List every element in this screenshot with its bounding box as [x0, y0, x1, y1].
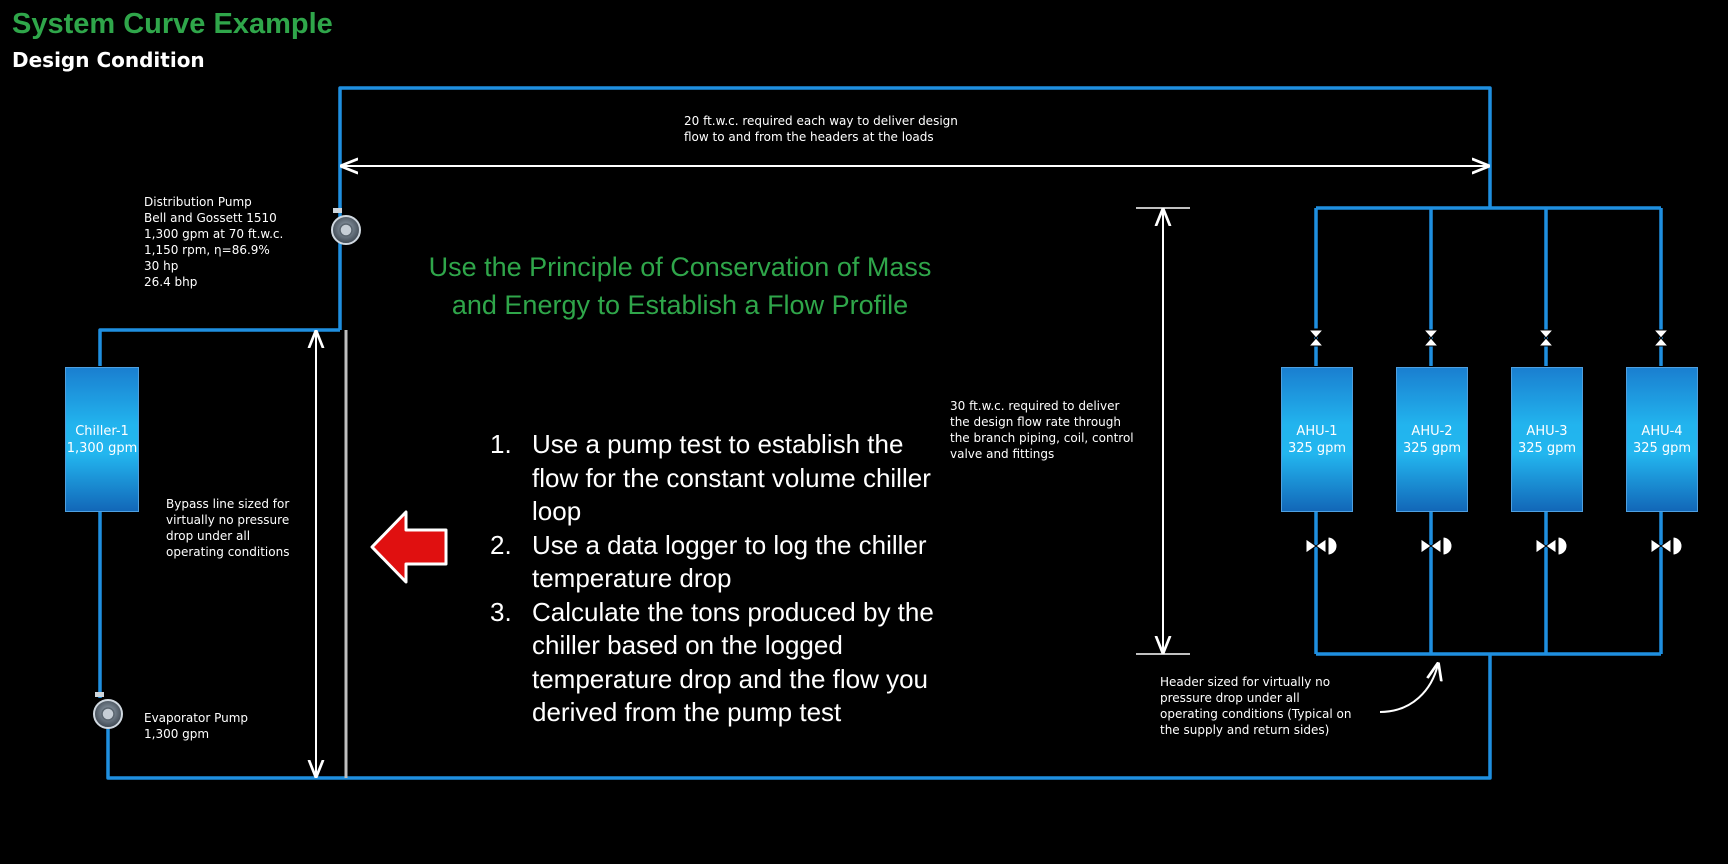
step-text: Calculate the tons produced by the chiller based on the logged temperature drop and the flow you derived from the pump test: [532, 596, 934, 727]
ahu-unit-1[interactable]: [1281, 367, 1353, 512]
list-item: [490, 596, 950, 730]
bypass-label: Bypass line sized for virtually no pressure drop under all operating conditions: [166, 497, 290, 559]
branch-dimension-label: 30 ft.w.c. required to deliver the design flow rate through the branch piping, coil, control valve and fittings: [950, 399, 1134, 461]
distribution-pump-label: Distribution Pump Bell and Gossett 1510 1,300 gpm at 70 ft.w.c. 1,150 rpm, η=86.9% 30 hp 26.4 bhp: [144, 195, 284, 289]
header-note-label: Header sized for virtually no pressure drop under all operating conditions (Typical on the supply and return sides): [1160, 675, 1352, 737]
balancing-valve-icon: [1424, 330, 1438, 346]
header-note-arrow: [1380, 664, 1438, 712]
chiller-supply-pipe: [100, 330, 340, 366]
chiller-unit[interactable]: [65, 367, 139, 512]
control-valve-icon: [1536, 537, 1567, 555]
step-text: Use a data logger to log the chiller temperature drop: [532, 529, 927, 593]
step-number: 2.: [490, 529, 512, 560]
headline-line-1: Use the Principle of Conservation of Mass: [428, 252, 932, 282]
pump-icon: [332, 208, 360, 244]
control-valve-icon: [1421, 537, 1452, 555]
balancing-valve-icon: [1654, 330, 1668, 346]
step-list: [490, 428, 950, 730]
evaporator-pump-label: Evaporator Pump 1,300 gpm: [144, 711, 249, 741]
step-number: 1.: [490, 429, 512, 459]
ahu-name: AHU-1: [1296, 423, 1338, 439]
ahu-name: AHU-3: [1526, 423, 1568, 439]
balancing-valve-icon: [1309, 329, 1323, 346]
chiller-flow: 1,300 gpm: [66, 440, 138, 456]
ahu-unit-2[interactable]: [1396, 367, 1468, 512]
ahu-unit-3[interactable]: [1511, 367, 1583, 512]
control-valve-icon: [1306, 537, 1337, 555]
ahu-name: AHU-2: [1411, 423, 1453, 439]
page-title: System Curve Example: [12, 8, 333, 40]
control-valve-icon: [1651, 537, 1682, 555]
ahu-unit-4[interactable]: [1626, 367, 1698, 512]
ahu-flow: 325 gpm: [1517, 440, 1577, 456]
step-text: Use a pump test to establish the flow for the constant volume chiller loop: [532, 429, 931, 526]
headline-line-2: and Energy to Establish a Flow Profile: [451, 290, 909, 320]
list-item: [490, 428, 950, 529]
ahu-flow: 325 gpm: [1287, 440, 1347, 456]
step-number: 3.: [490, 596, 512, 627]
top-dimension-label: 20 ft.w.c. required each way to deliver design flow to and from the headers at the loads: [684, 114, 958, 144]
chiller-name: Chiller-1: [75, 423, 129, 439]
headline: [380, 248, 980, 324]
page-subtitle: Design Condition: [12, 48, 205, 72]
ahu-flow: 325 gpm: [1632, 440, 1692, 456]
ahu-name: AHU-4: [1641, 423, 1683, 439]
left-arrow-icon: [372, 512, 446, 582]
ahu-flow: 325 gpm: [1402, 440, 1462, 456]
pump-icon: [94, 692, 122, 728]
list-item: [490, 529, 950, 596]
balancing-valve-icon: [1539, 330, 1553, 346]
